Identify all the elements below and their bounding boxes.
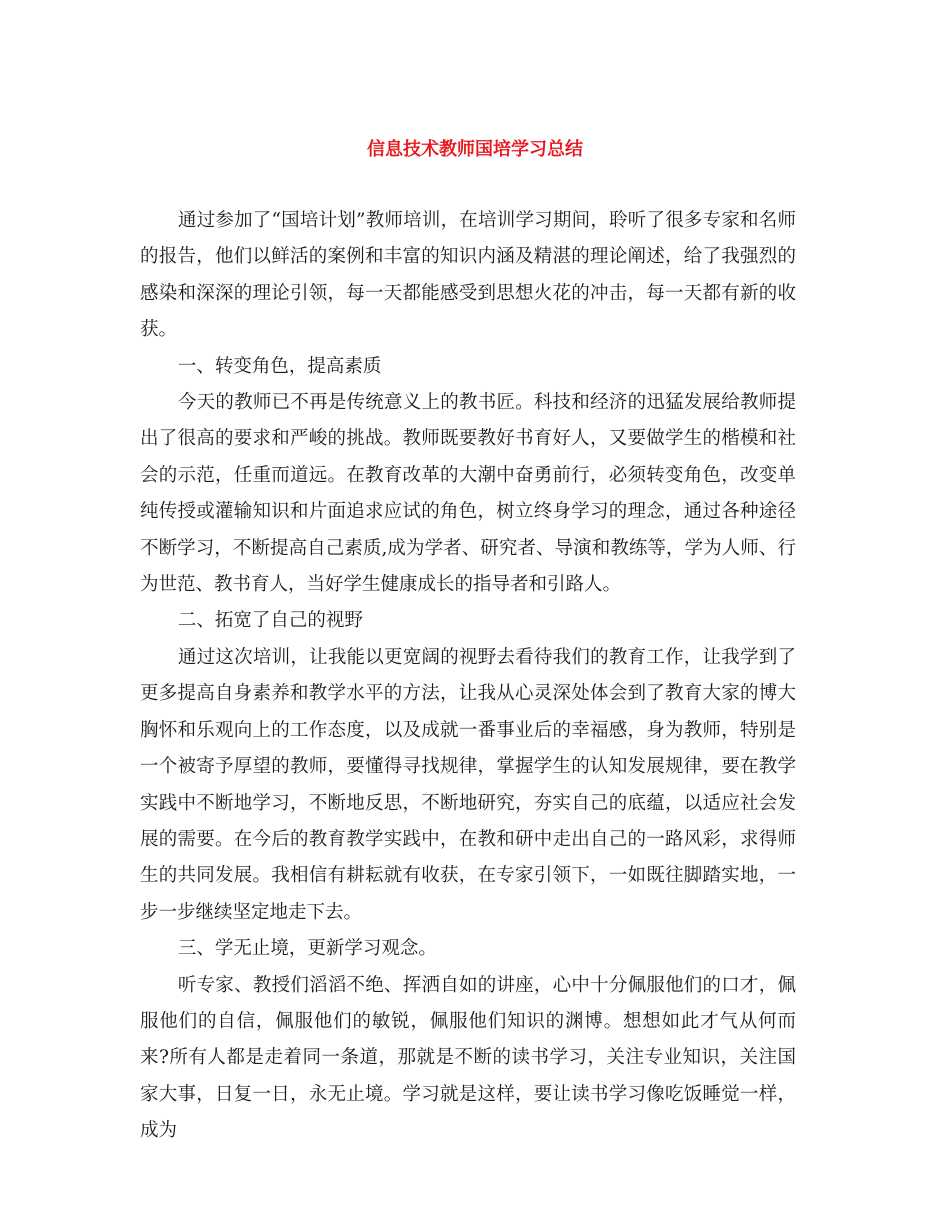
section-heading-3: 三、学无止境，更新学习观念。 <box>177 938 437 960</box>
intro-paragraph: 通过参加了“国培计划”教师培训，在培训学习期间，聆听了很多专家和名师的报告，他们以鲜活的案例和丰富的知识内涵及精湛的理论阐述，给了我强烈的感染和深深的理论引领，每一天都能感受到思想火花的冲击，每一天都有新的收获。 <box>140 210 796 341</box>
document-body <box>140 203 796 1150</box>
document-title: 信息技术教师国培学习总结 <box>367 139 583 160</box>
section-1-paragraph: 今天的教师已不再是传统意义上的教书匠。科技和经济的迅猛发展给教师提出了很高的要求和严峻的挑战。教师既要教好书育好人，又要做学生的楷模和社会的示范，任重而道远。在教育改革的大潮中奋勇前行，必须转变角色，改变单纯传授或灌输知识和片面追求应试的角色，树立终身学习的理念，通过各种途径不断学习，不断提高自己素质,成为学者、研究者、导演和教练等，学为人师、行为世范、教书育人，当好学生健康成长的指导者和引路人。 <box>140 392 796 596</box>
section-3-paragraph: 听专家、教授们滔滔不绝、挥洒自如的讲座，心中十分佩服他们的口才，佩服他们的自信，佩服他们的敏锐，佩服他们知识的渊博。想想如此才气从何而来?所有人都是走着同一条道，那就是不断的读书学习，关注专业知识，关注国家大事，日复一日，永无止境。学习就是这样，要让读书学习像吃饭睡觉一样，成为 <box>140 974 796 1142</box>
section-2-paragraph: 通过这次培训，让我能以更宽阔的视野去看待我们的教育工作，让我学到了更多提高自身素养和教学水平的方法，让我从心灵深处体会到了教育大家的博大胸怀和乐观向上的工作态度，以及成就一番事业后的幸福感，身为教师，特别是一个被寄予厚望的教师，要懂得寻找规律，掌握学生的认知发展规律，要在教学实践中不断地学习，不断地反思，不断地研究，夯实自己的底蕴，以适应社会发展的需要。在今后的教育教学实践中，在教和研中走出自己的一路风彩，求得师生的共同发展。我相信有耕耘就有收获，在专家引领下，一如既往脚踏实地，一步一步继续坚定地走下去。 <box>140 646 796 923</box>
section-heading-1: 一、转变角色，提高素质 <box>177 355 382 377</box>
section-heading-2: 二、拓宽了自己的视野 <box>177 610 363 632</box>
